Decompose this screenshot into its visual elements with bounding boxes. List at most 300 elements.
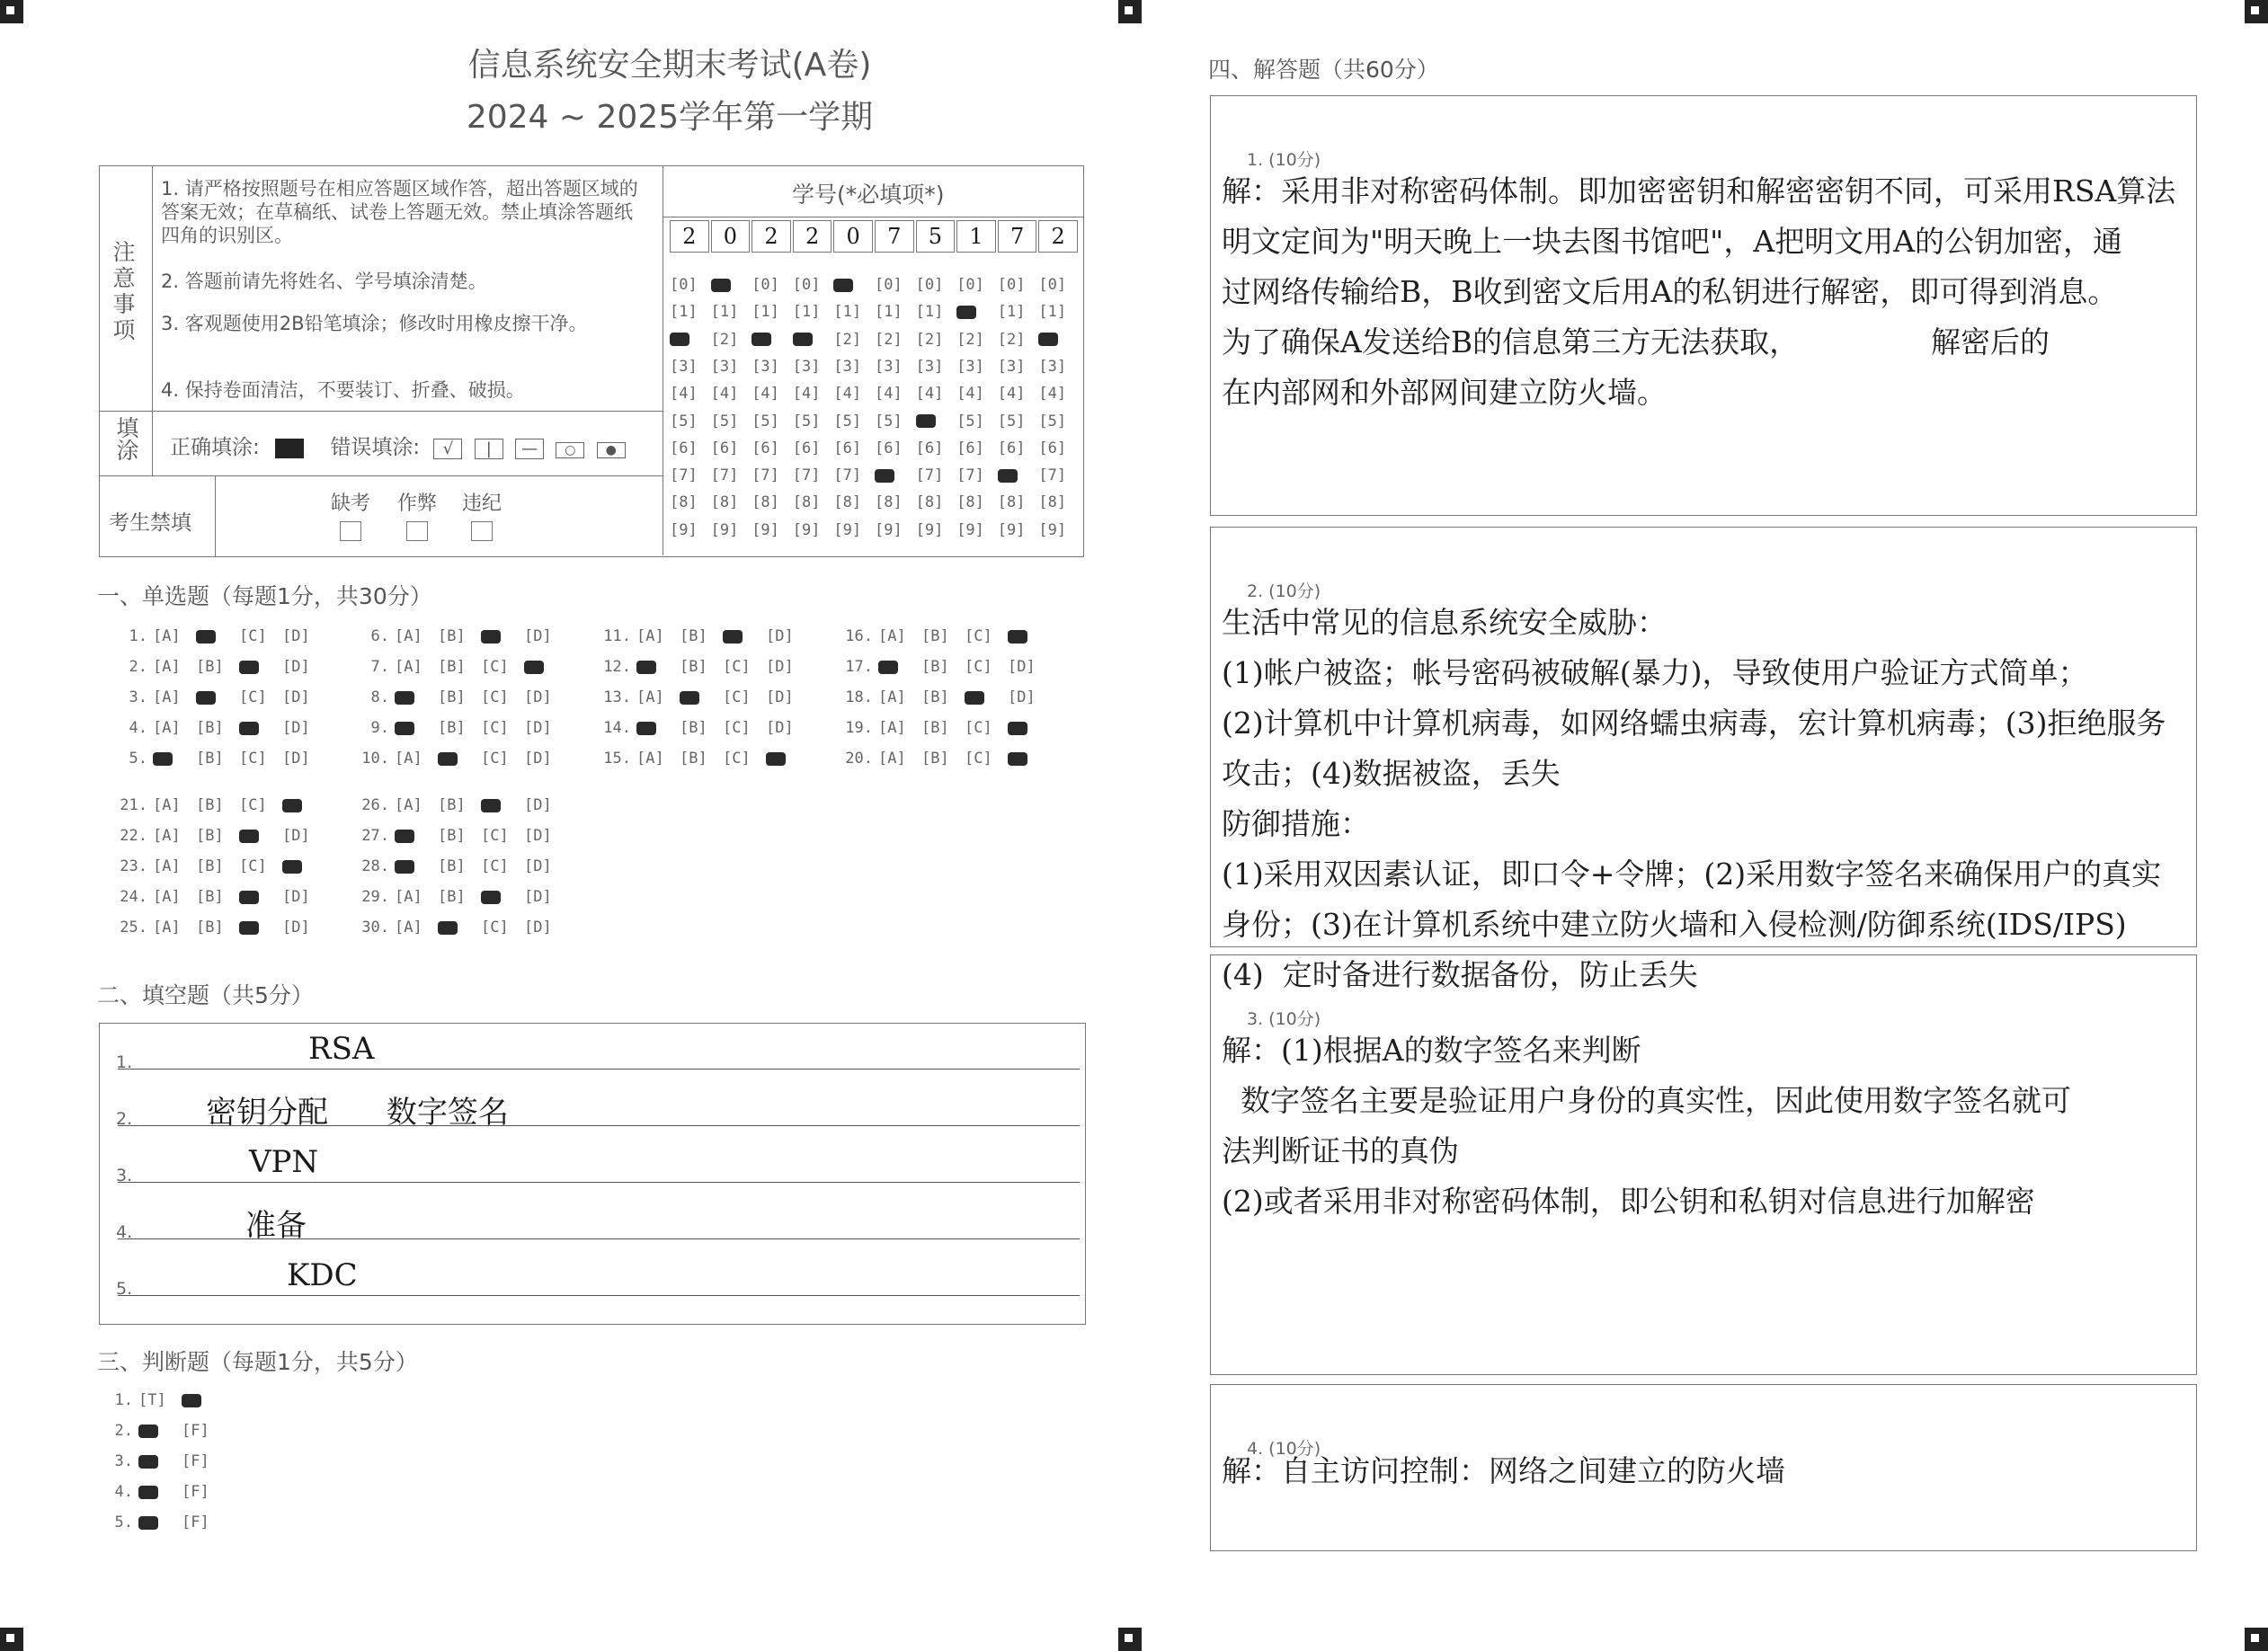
id-bubble[interactable]: [1] (792, 303, 821, 322)
id-bubble[interactable]: [4] (710, 385, 739, 404)
choice-bubble[interactable]: [A] (153, 827, 181, 845)
choice-bubble[interactable] (395, 857, 438, 875)
tf-bubble[interactable]: [T] (138, 1391, 166, 1409)
choice-bubble-filled[interactable] (282, 799, 302, 812)
id-bubble[interactable] (916, 413, 957, 431)
essay-answer-box[interactable] (1210, 1384, 2197, 1551)
choice-bubble[interactable]: [D] (766, 658, 794, 676)
id-bubble[interactable]: [5] (1038, 412, 1067, 431)
cheat-checkbox[interactable] (406, 521, 428, 541)
choice-bubble[interactable]: [A] (153, 719, 181, 737)
question-number: 2. (114, 1422, 133, 1440)
id-bubble[interactable] (1038, 331, 1080, 349)
choice-bubble[interactable]: [D] (524, 627, 552, 645)
id-bubble[interactable]: [0] (1038, 276, 1067, 294)
id-bubble[interactable]: [3] (875, 357, 903, 376)
tf-bubble[interactable] (138, 1422, 182, 1440)
choice-bubble[interactable]: [C] (481, 688, 509, 706)
choice-bubble[interactable]: [B] (438, 827, 466, 845)
choice-bubble[interactable]: [A] (878, 750, 906, 768)
id-bubble[interactable]: [3] (915, 357, 944, 376)
choice-bubble[interactable]: [A] (878, 719, 906, 737)
choice-bubble-filled[interactable] (723, 630, 743, 644)
choice-bubble[interactable]: [D] (282, 750, 310, 768)
choice-bubble[interactable]: [A] (153, 796, 181, 814)
id-bubble[interactable]: [2] (997, 330, 1026, 349)
id-bubble[interactable]: [9] (997, 520, 1026, 539)
choice-bubble[interactable]: [D] (766, 688, 794, 706)
id-bubble[interactable]: [5] (997, 412, 1026, 431)
choice-bubble[interactable] (438, 919, 481, 936)
choice-bubble[interactable]: [B] (680, 627, 707, 645)
choice-bubble-filled[interactable] (636, 661, 656, 674)
id-bubble[interactable]: [7] (710, 466, 739, 485)
id-bubble[interactable]: [7] (956, 466, 984, 485)
choice-bubble[interactable] (239, 827, 282, 845)
choice-bubble[interactable]: [A] (636, 627, 664, 645)
id-bubble[interactable]: [4] (875, 385, 903, 404)
choice-bubble[interactable] (196, 688, 239, 706)
choice-bubble[interactable]: [B] (196, 827, 224, 845)
choice-bubble[interactable] (481, 888, 524, 906)
choice-bubble[interactable]: [C] (481, 857, 509, 875)
choice-bubble[interactable] (481, 796, 524, 814)
id-bubble[interactable]: [8] (833, 493, 862, 512)
id-bubble[interactable]: [8] (792, 493, 821, 512)
id-bubble[interactable]: [0] (792, 276, 821, 294)
choice-bubble[interactable]: [A] (153, 857, 181, 875)
choice-bubble[interactable] (395, 827, 438, 845)
choice-bubble[interactable]: [D] (524, 796, 552, 814)
choice-bubble[interactable] (766, 750, 809, 768)
choice-bubble[interactable]: [C] (723, 750, 751, 768)
choice-bubble-filled[interactable] (766, 752, 786, 766)
id-bubble[interactable]: [3] (792, 357, 821, 376)
id-bubble-filled[interactable] (833, 279, 853, 292)
id-bubble[interactable]: [9] (710, 520, 739, 539)
choice-bubble[interactable] (481, 627, 524, 645)
choice-bubble[interactable]: [C] (239, 857, 267, 875)
choice-bubble[interactable] (1008, 719, 1051, 737)
id-bubble[interactable]: [6] (956, 439, 984, 457)
choice-bubble-filled[interactable] (1008, 752, 1027, 766)
id-bubble-filled[interactable] (752, 333, 771, 346)
id-bubble[interactable]: [4] (1038, 385, 1067, 404)
id-bubble-filled[interactable] (711, 279, 731, 292)
choice-bubble-filled[interactable] (481, 891, 501, 904)
id-bubble[interactable]: [9] (792, 520, 821, 539)
choice-bubble[interactable] (239, 919, 282, 936)
choice-bubble-filled[interactable] (239, 891, 259, 904)
choice-bubble-filled[interactable] (481, 799, 501, 812)
correct-fill-label: 正确填涂: (170, 436, 260, 459)
choice-bubble[interactable]: [C] (723, 719, 751, 737)
choice-bubble[interactable]: [B] (438, 888, 466, 906)
choice-bubble[interactable] (239, 888, 282, 906)
choice-bubble[interactable]: [A] (395, 750, 422, 768)
choice-bubble[interactable] (395, 688, 438, 706)
choice-bubble[interactable] (965, 688, 1008, 706)
id-bubble[interactable]: [7] (670, 466, 698, 485)
id-bubble[interactable]: [4] (833, 385, 862, 404)
choice-bubble[interactable]: [A] (395, 796, 422, 814)
tf-bubble[interactable]: [F] (182, 1513, 209, 1531)
id-bubble[interactable] (956, 303, 998, 321)
id-bubble[interactable]: [3] (956, 357, 984, 376)
absent-checkbox[interactable] (340, 521, 361, 541)
choice-bubble[interactable]: [D] (524, 688, 552, 706)
id-bubble[interactable]: [3] (997, 357, 1026, 376)
choice-bubble-filled[interactable] (438, 752, 458, 766)
choice-bubble[interactable] (680, 688, 723, 706)
choice-bubble[interactable]: [B] (196, 750, 224, 768)
choice-bubble[interactable] (395, 719, 438, 737)
id-bubble[interactable]: [9] (915, 520, 944, 539)
choice-bubble[interactable]: [A] (636, 688, 664, 706)
id-bubble[interactable]: [7] (752, 466, 779, 485)
choice-bubble-filled[interactable] (395, 830, 414, 843)
choice-bubble[interactable] (153, 750, 196, 768)
id-bubble[interactable] (752, 331, 793, 349)
choice-bubble[interactable]: [D] (1008, 688, 1036, 706)
choice-bubble[interactable] (1008, 750, 1051, 768)
id-bubble[interactable]: [6] (997, 439, 1026, 457)
choice-bubble[interactable]: [D] (524, 888, 552, 906)
tf-bubble-filled[interactable] (138, 1425, 158, 1438)
id-bubble[interactable]: [0] (956, 276, 984, 294)
choice-bubble[interactable] (239, 658, 282, 676)
choice-bubble[interactable] (282, 857, 325, 875)
tf-bubble[interactable] (182, 1391, 225, 1409)
id-bubble[interactable] (793, 331, 834, 349)
choice-bubble-filled[interactable] (395, 691, 414, 705)
choice-bubble[interactable]: [B] (680, 719, 707, 737)
blank-answer[interactable]: 准备 (245, 1208, 307, 1244)
id-bubble[interactable]: [6] (1038, 439, 1067, 457)
id-bubble[interactable]: [6] (752, 439, 779, 457)
id-bubble[interactable] (833, 276, 875, 294)
essay-answer-box[interactable] (1210, 954, 2197, 1375)
id-bubble[interactable]: [2] (833, 330, 862, 349)
choice-bubble[interactable]: [C] (481, 750, 509, 768)
id-bubble[interactable]: [0] (997, 276, 1026, 294)
id-bubble[interactable]: [1] (915, 303, 944, 322)
id-bubble[interactable]: [8] (997, 493, 1026, 512)
id-bubble[interactable]: [3] (710, 357, 739, 376)
id-bubble[interactable]: [8] (710, 493, 739, 512)
id-bubble[interactable]: [9] (833, 520, 862, 539)
id-bubble[interactable]: [6] (915, 439, 944, 457)
tf-bubble-filled[interactable] (182, 1394, 201, 1407)
choice-bubble-filled[interactable] (965, 691, 984, 705)
blank-number: 1. (116, 1052, 133, 1072)
choice-bubble[interactable]: [A] (395, 658, 422, 676)
question-number: 23. (120, 857, 147, 875)
choice-bubble-filled[interactable] (282, 860, 302, 874)
choice-bubble[interactable]: [C] (965, 658, 992, 676)
choice-bubble[interactable] (196, 627, 239, 645)
choice-bubble[interactable]: [C] (965, 627, 992, 645)
choice-bubble[interactable]: [B] (438, 658, 466, 676)
tf-bubble[interactable] (138, 1452, 182, 1470)
id-bubble[interactable]: [2] (956, 330, 984, 349)
choice-bubble[interactable]: [D] (766, 627, 794, 645)
choice-bubble[interactable]: [A] (153, 688, 181, 706)
id-bubble[interactable]: [0] (670, 276, 698, 294)
single-choice-item (353, 857, 567, 875)
id-bubble[interactable]: [3] (752, 357, 779, 376)
choice-bubble[interactable]: [D] (524, 857, 552, 875)
id-bubble[interactable] (711, 276, 752, 294)
id-bubble[interactable]: [9] (875, 520, 903, 539)
violation-checkbox[interactable] (471, 521, 493, 541)
id-bubble[interactable]: [4] (752, 385, 779, 404)
choice-bubble[interactable]: [A] (878, 627, 906, 645)
choice-bubble[interactable] (878, 658, 921, 676)
id-bubble[interactable]: [3] (833, 357, 862, 376)
choice-bubble[interactable]: [D] (282, 719, 310, 737)
choice-bubble[interactable]: [D] (282, 688, 310, 706)
choice-bubble[interactable] (438, 750, 481, 768)
id-bubble[interactable]: [1] (710, 303, 739, 322)
tf-bubble[interactable]: [F] (182, 1452, 209, 1470)
choice-bubble[interactable]: [C] (239, 750, 267, 768)
blank-answer[interactable]: RSA (308, 1031, 375, 1067)
choice-bubble[interactable] (636, 658, 680, 676)
id-bubble[interactable]: [5] (752, 412, 779, 431)
choice-bubble[interactable]: [C] (723, 658, 751, 676)
choice-bubble[interactable]: [B] (921, 688, 949, 706)
id-bubble-filled[interactable] (670, 333, 689, 346)
choice-bubble-filled[interactable] (239, 722, 259, 735)
id-bubble[interactable] (670, 331, 711, 349)
id-bubble[interactable] (998, 466, 1039, 484)
choice-bubble-filled[interactable] (239, 661, 259, 674)
choice-bubble[interactable]: [A] (878, 688, 906, 706)
id-bubble[interactable]: [1] (1038, 303, 1067, 322)
choice-bubble[interactable]: [D] (524, 827, 552, 845)
single-choice-item (837, 627, 1051, 645)
id-bubble[interactable]: [6] (792, 439, 821, 457)
id-bubble[interactable]: [1] (670, 303, 698, 322)
choice-bubble[interactable]: [B] (438, 719, 466, 737)
single-choice-item (353, 919, 567, 936)
id-bubble[interactable]: [2] (710, 330, 739, 349)
choice-bubble[interactable]: [D] (282, 627, 310, 645)
id-bubble-filled[interactable] (916, 414, 936, 428)
choice-bubble[interactable]: [D] (766, 719, 794, 737)
id-bubble[interactable]: [8] (1038, 493, 1067, 512)
choice-bubble[interactable]: [B] (921, 719, 949, 737)
choice-bubble[interactable]: [A] (153, 627, 181, 645)
choice-bubble[interactable]: [D] (282, 888, 310, 906)
choice-bubble[interactable]: [C] (481, 719, 509, 737)
choice-bubble-filled[interactable] (1008, 722, 1027, 735)
id-bubble[interactable]: [0] (875, 276, 903, 294)
id-bubble[interactable]: [8] (670, 493, 698, 512)
id-bubble[interactable]: [9] (956, 520, 984, 539)
choice-bubble[interactable]: [C] (481, 827, 509, 845)
id-bubble[interactable]: [1] (833, 303, 862, 322)
id-bubble[interactable]: [1] (752, 303, 779, 322)
choice-bubble[interactable]: [B] (921, 750, 949, 768)
choice-bubble[interactable]: [B] (680, 658, 707, 676)
choice-bubble[interactable]: [A] (636, 750, 664, 768)
id-bubble[interactable]: [7] (1038, 466, 1067, 485)
essay-answer-box[interactable] (1210, 527, 2197, 992)
choice-bubble[interactable] (524, 658, 567, 676)
tf-bubble[interactable] (138, 1513, 182, 1531)
choice-bubble[interactable]: [B] (196, 888, 224, 906)
id-bubble[interactable]: [7] (915, 466, 944, 485)
choice-bubble[interactable]: [B] (196, 796, 224, 814)
choice-bubble[interactable]: [B] (196, 857, 224, 875)
choice-bubble[interactable]: [C] (965, 750, 992, 768)
id-bubble[interactable]: [6] (833, 439, 862, 457)
choice-bubble[interactable]: [D] (524, 750, 552, 768)
id-bubble[interactable]: [0] (752, 276, 779, 294)
id-bubble[interactable]: [9] (752, 520, 779, 539)
choice-bubble-filled[interactable] (395, 722, 414, 735)
blank-line (118, 1295, 1080, 1296)
id-bubble[interactable]: [2] (915, 330, 944, 349)
choice-bubble[interactable]: [B] (680, 750, 707, 768)
id-bubble[interactable]: [3] (670, 357, 698, 376)
id-bubble[interactable]: [6] (875, 439, 903, 457)
choice-bubble[interactable]: [A] (153, 919, 181, 936)
blank-answer[interactable]: KDC (287, 1257, 358, 1293)
id-bubble-filled[interactable] (875, 469, 894, 483)
id-bubble[interactable]: [4] (915, 385, 944, 404)
choice-bubble-filled[interactable] (395, 860, 414, 874)
id-bubble[interactable]: [3] (1038, 357, 1067, 376)
tf-bubble[interactable] (138, 1483, 182, 1501)
question-number: 4. (129, 719, 147, 737)
choice-bubble-filled[interactable] (1008, 630, 1027, 644)
id-bubble[interactable]: [6] (710, 439, 739, 457)
tf-bubble[interactable]: [F] (182, 1422, 209, 1440)
id-bubble-filled[interactable] (1038, 333, 1058, 346)
choice-bubble-filled[interactable] (680, 691, 699, 705)
choice-bubble[interactable]: [B] (438, 796, 466, 814)
choice-bubble[interactable]: [B] (921, 627, 949, 645)
choice-bubble[interactable]: [C] (239, 796, 267, 814)
choice-bubble[interactable] (239, 719, 282, 737)
id-bubble[interactable]: [5] (833, 412, 862, 431)
id-bubble[interactable]: [8] (956, 493, 984, 512)
blank-answer[interactable]: 密钥分配 数字签名 (206, 1095, 509, 1131)
id-bubble-filled[interactable] (998, 469, 1018, 483)
id-bubble[interactable]: [5] (710, 412, 739, 431)
choice-bubble[interactable]: [D] (524, 719, 552, 737)
id-bubble[interactable]: [9] (670, 520, 698, 539)
choice-bubble-filled[interactable] (481, 630, 501, 644)
choice-bubble[interactable]: [C] (239, 688, 267, 706)
choice-bubble[interactable]: [A] (153, 888, 181, 906)
choice-bubble-filled[interactable] (153, 752, 173, 766)
blank-answer[interactable]: VPN (249, 1144, 319, 1180)
id-bubble[interactable]: [4] (997, 385, 1026, 404)
tf-bubble-filled[interactable] (138, 1455, 158, 1469)
choice-bubble[interactable] (1008, 627, 1051, 645)
choice-bubble[interactable] (723, 627, 766, 645)
choice-bubble-filled[interactable] (196, 630, 216, 644)
id-bubble[interactable]: [9] (1038, 520, 1067, 539)
corner-marker-icon (2245, 1628, 2268, 1651)
choice-bubble[interactable] (636, 719, 680, 737)
single-choice-item (353, 719, 567, 737)
choice-bubble[interactable]: [D] (1008, 658, 1036, 676)
id-bubble[interactable]: [2] (875, 330, 903, 349)
id-bubble[interactable]: [8] (875, 493, 903, 512)
single-choice-item (353, 688, 567, 706)
choice-bubble[interactable] (282, 796, 325, 814)
choice-bubble-filled[interactable] (438, 921, 458, 935)
tf-bubble[interactable]: [F] (182, 1483, 209, 1501)
choice-bubble[interactable]: [C] (481, 919, 509, 936)
choice-bubble[interactable]: [C] (723, 688, 751, 706)
choice-bubble-filled[interactable] (636, 722, 656, 735)
id-bubble[interactable]: [4] (670, 385, 698, 404)
choice-bubble-filled[interactable] (878, 661, 898, 674)
id-bubble[interactable]: [0] (915, 276, 944, 294)
tf-bubble-filled[interactable] (138, 1486, 158, 1499)
id-bubble[interactable]: [6] (670, 439, 698, 457)
id-bubble[interactable]: [1] (875, 303, 903, 322)
choice-bubble[interactable]: [A] (395, 888, 422, 906)
choice-bubble[interactable]: [A] (395, 919, 422, 936)
id-bubble[interactable]: [8] (915, 493, 944, 512)
choice-bubble-filled[interactable] (239, 921, 259, 935)
id-bubble[interactable]: [5] (875, 412, 903, 431)
id-bubble[interactable]: [5] (792, 412, 821, 431)
essay-answer-box[interactable] (1210, 95, 2197, 516)
choice-bubble[interactable]: [D] (524, 919, 552, 936)
choice-bubble[interactable]: [C] (481, 658, 509, 676)
choice-bubble[interactable]: [D] (282, 658, 310, 676)
choice-bubble[interactable]: [B] (438, 688, 466, 706)
choice-bubble[interactable]: [A] (153, 658, 181, 676)
choice-bubble[interactable]: [C] (965, 719, 992, 737)
id-bubble[interactable]: [7] (792, 466, 821, 485)
question-number: 17. (845, 658, 873, 676)
id-bubble[interactable] (875, 466, 916, 484)
choice-bubble[interactable]: [D] (282, 827, 310, 845)
id-bubble[interactable]: [4] (956, 385, 984, 404)
id-bubble[interactable]: [8] (752, 493, 779, 512)
choice-bubble[interactable]: [B] (196, 919, 224, 936)
choice-bubble-filled[interactable] (239, 830, 259, 843)
choice-bubble[interactable]: [B] (196, 658, 224, 676)
tf-bubble-filled[interactable] (138, 1516, 158, 1530)
choice-bubble[interactable]: [B] (438, 627, 466, 645)
choice-bubble-filled[interactable] (524, 661, 544, 674)
choice-bubble[interactable]: [B] (438, 857, 466, 875)
id-bubble[interactable]: [4] (792, 385, 821, 404)
id-bubble[interactable]: [1] (997, 303, 1026, 322)
id-bubble-filled[interactable] (956, 306, 976, 319)
choice-bubble[interactable]: [B] (196, 719, 224, 737)
id-bubble[interactable]: [5] (956, 412, 984, 431)
choice-bubble[interactable]: [C] (239, 627, 267, 645)
id-bubble-filled[interactable] (793, 333, 813, 346)
choice-bubble[interactable]: [B] (921, 658, 949, 676)
choice-bubble[interactable]: [A] (395, 627, 422, 645)
id-bubble[interactable]: [5] (670, 412, 698, 431)
choice-bubble[interactable]: [D] (282, 919, 310, 936)
id-bubble[interactable]: [7] (833, 466, 862, 485)
choice-bubble-filled[interactable] (196, 691, 216, 705)
